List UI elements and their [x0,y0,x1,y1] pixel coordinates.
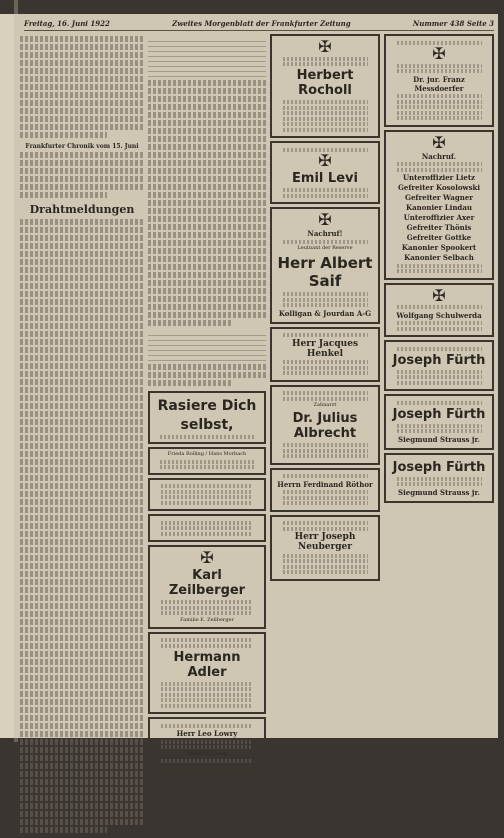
fuerth-name-3: Joseph Fürth [392,459,486,475]
fuerth-name-1: Joseph Fürth [392,352,486,368]
obituary-fuerth-1 [384,340,494,391]
soldier-name: Gefreiter Gottke [406,233,472,242]
cross-icon: ✠ [318,210,332,229]
header-page: Nummer 438 Seite 3 [412,18,494,28]
lowry-wife: Violet O. Lowry [187,750,227,757]
page-header [24,16,494,31]
cross-icon: ✠ [200,548,214,567]
soldier-name: Gefreiter Wagner [405,193,473,202]
obituary-albrecht [270,385,380,465]
column-obituaries-2 [384,34,494,506]
saif-name: Herr Albert Saif [277,254,373,290]
ad-engagement-names: Frieda Rolling / Hans Morbach [167,451,247,457]
soldier-name: Kanonier Lindau [406,203,472,212]
soldiers-nachruf: Nachruf. [421,151,457,161]
obituary-neuberger [270,515,380,581]
obituary-schulwerda [384,283,494,338]
cross-icon: ✠ [432,132,446,152]
headline-drahtmeldungen: Drahtmeldungen [29,203,135,216]
column-obituaries [270,34,380,584]
soldier-name: Unteroffizier Axer [403,213,475,222]
obituary-soldiers [384,130,494,280]
column-news [20,34,144,838]
market-table [148,37,266,77]
obituary-levi [270,141,380,204]
schulwerda-name: Wolfgang Schulwerda [396,310,482,320]
cross-icon: ✠ [318,37,332,56]
roethor-name: Herrn Ferdinand Röthor [277,479,373,489]
header-section: Zweites Morgenblatt der Frankfurter Zeitung [172,18,351,28]
adler-name: Hermann Adler [173,649,241,680]
soldier-name: Gefreiter Kosolowski [397,183,481,192]
messdoerfer-name: Dr. jur. Franz Messdoerfer [413,74,465,93]
soldier-name: Gefreiter Thönis [406,223,472,232]
obituary-lowry [148,717,266,770]
fuerth-firm-1: Siegmund Strauss jr. [398,434,480,444]
obituary-roethor [270,468,380,512]
soldier-name: Kanonier Spookert [401,243,477,252]
soldier-name: Kanonier Selbach [404,253,474,262]
soldier-name: Unteroffizier Lietz [402,173,476,182]
obituary-messdoerfer [384,34,494,127]
saif-firm: Kolligan & Jourdan A-G [278,308,372,318]
headline-chronik: Frankfurter Chronik vom 15. Juni [25,143,139,150]
obituary-rocholl [270,34,380,138]
ad-rasiere [148,391,266,444]
albrecht-name: Dr. Julius Albrecht [292,411,358,441]
neuberger-name: Herr Joseph Neuberger [294,532,356,552]
obituary-fuerth-2 [384,394,494,450]
ad-engagement [148,447,266,475]
obituary-zeilberger [148,545,266,629]
cross-icon: ✠ [432,44,446,63]
nachruf-heading: Nachruf! [307,229,343,238]
cross-icon: ✠ [432,285,446,305]
cross-icon: ✠ [318,151,332,170]
ad-rasiere-title: Rasiere Dich selbst, [157,398,257,433]
zeilberger-family: Familie E. Zeilberger [180,616,234,623]
column-markets [148,34,266,773]
fuerth-firm-2: Siegmund Strauss jr. [398,487,480,497]
obituary-henkel [270,327,380,382]
header-date: Freitag, 16. Juni 1922 [24,18,110,28]
obituary-fuerth-3 [384,453,494,503]
obituary-saif [270,207,380,324]
levi-name: Emil Levi [292,171,358,186]
fuerth-name-2: Joseph Fürth [392,406,486,422]
ad-notice-2 [148,514,266,542]
market-table-2 [148,331,266,361]
ad-notice-1 [148,478,266,512]
facing-page-strip [0,14,14,738]
obituary-adler [148,632,266,715]
newspaper-page [14,14,498,757]
zeilberger-name: Karl Zeilberger [168,568,246,598]
saif-rank: Leutnant der Reserve [297,245,353,251]
henkel-name: Herr Jacques Henkel [291,338,359,359]
lowry-name: Herr Leo Lowry [176,729,238,738]
albrecht-title: Zahnarzt [313,402,337,408]
rocholl-name: Herbert Rocholl [296,68,354,98]
